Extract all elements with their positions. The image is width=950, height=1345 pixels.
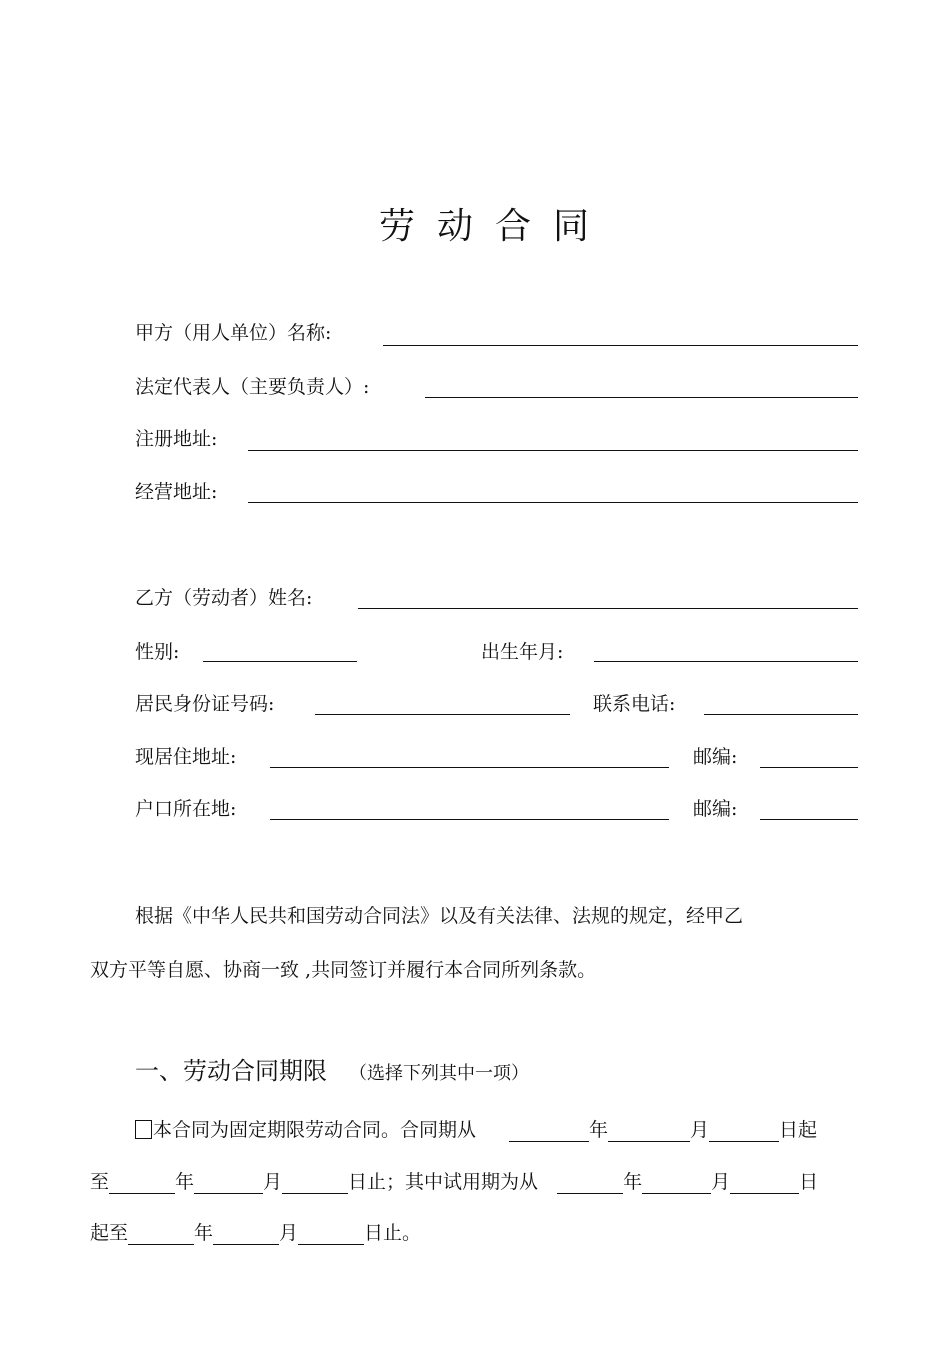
business-address-field[interactable] (248, 502, 858, 503)
probation-start-month-field[interactable] (642, 1173, 711, 1194)
end-year-field[interactable] (109, 1173, 175, 1194)
current-address-label: 现居住地址: (135, 746, 237, 768)
probation-start-year-field[interactable] (557, 1173, 623, 1194)
end-month-field[interactable] (194, 1173, 263, 1194)
month-label: 月 (279, 1222, 299, 1244)
business-address-label: 经营地址: (135, 481, 218, 503)
section-note: （选择下列其中一项） (349, 1063, 529, 1084)
phone-field[interactable] (704, 714, 858, 715)
registered-address-label: 注册地址: (135, 428, 218, 450)
fixed-term-text: 本合同为固定期限劳动合同。合同期从 (153, 1119, 477, 1141)
month-label: 月 (690, 1119, 710, 1141)
postcode-field[interactable] (760, 819, 858, 820)
end-day-field[interactable] (282, 1173, 348, 1194)
start-day-field[interactable] (709, 1121, 779, 1142)
hukou-label: 户口所在地: (135, 798, 237, 820)
section-heading (135, 1055, 529, 1090)
registered-address-field[interactable] (248, 450, 858, 451)
id-number-field[interactable] (315, 714, 570, 715)
postcode-field[interactable] (760, 767, 858, 768)
year-label: 年 (194, 1222, 214, 1244)
start-year-field[interactable] (509, 1121, 589, 1142)
party-a-name-label: 甲方（用人单位）名称: (135, 322, 332, 344)
to-label: 至 (90, 1171, 110, 1193)
postcode-label: 邮编: (693, 798, 738, 820)
postcode-label: 邮编: (693, 746, 738, 768)
legal-rep-label: 法定代表人（主要负责人）: (135, 376, 370, 398)
fixed-term-row-3 (90, 1221, 421, 1245)
start-month-field[interactable] (608, 1121, 690, 1142)
gender-field[interactable] (203, 661, 357, 662)
probation-end-year-field[interactable] (128, 1224, 194, 1245)
year-label: 年 (589, 1119, 609, 1141)
year-label: 年 (623, 1171, 643, 1193)
fixed-term-checkbox[interactable] (135, 1120, 152, 1139)
month-label: 月 (263, 1171, 283, 1193)
birth-date-label: 出生年月: (481, 641, 564, 663)
intro-line-1: 根据《中华人民共和国劳动合同法》以及有关法律、法规的规定，经甲乙 (135, 905, 744, 927)
fixed-term-row-1 (153, 1118, 817, 1142)
current-address-field[interactable] (270, 767, 669, 768)
probation-end-day-field[interactable] (298, 1224, 364, 1245)
day-label: 日 (799, 1171, 819, 1193)
fixed-term-row-2 (90, 1170, 818, 1194)
section-title: 一、劳动合同期限 (135, 1057, 327, 1085)
probation-text: 日止；其中试用期为从 (348, 1171, 539, 1193)
birth-date-field[interactable] (594, 661, 858, 662)
day-from-label: 日起 (779, 1119, 818, 1141)
party-a-name-field[interactable] (383, 345, 858, 346)
phone-label: 联系电话: (593, 693, 676, 715)
party-b-name-field[interactable] (358, 608, 858, 609)
day-end-label: 日止。 (364, 1222, 422, 1244)
party-b-name-label: 乙方（劳动者）姓名: (135, 587, 313, 609)
from-to-label: 起至 (90, 1222, 129, 1244)
document-title: 劳动合同 (378, 206, 611, 247)
month-label: 月 (711, 1171, 731, 1193)
year-label: 年 (175, 1171, 195, 1193)
probation-start-day-field[interactable] (730, 1173, 799, 1194)
hukou-field[interactable] (270, 819, 669, 820)
probation-end-month-field[interactable] (213, 1224, 279, 1245)
legal-rep-field[interactable] (425, 397, 858, 398)
gender-label: 性别: (135, 641, 180, 663)
intro-line-2: 双方平等自愿、协商一致 ,共同签订并履行本合同所列条款。 (90, 959, 597, 981)
id-number-label: 居民身份证号码: (135, 693, 275, 715)
